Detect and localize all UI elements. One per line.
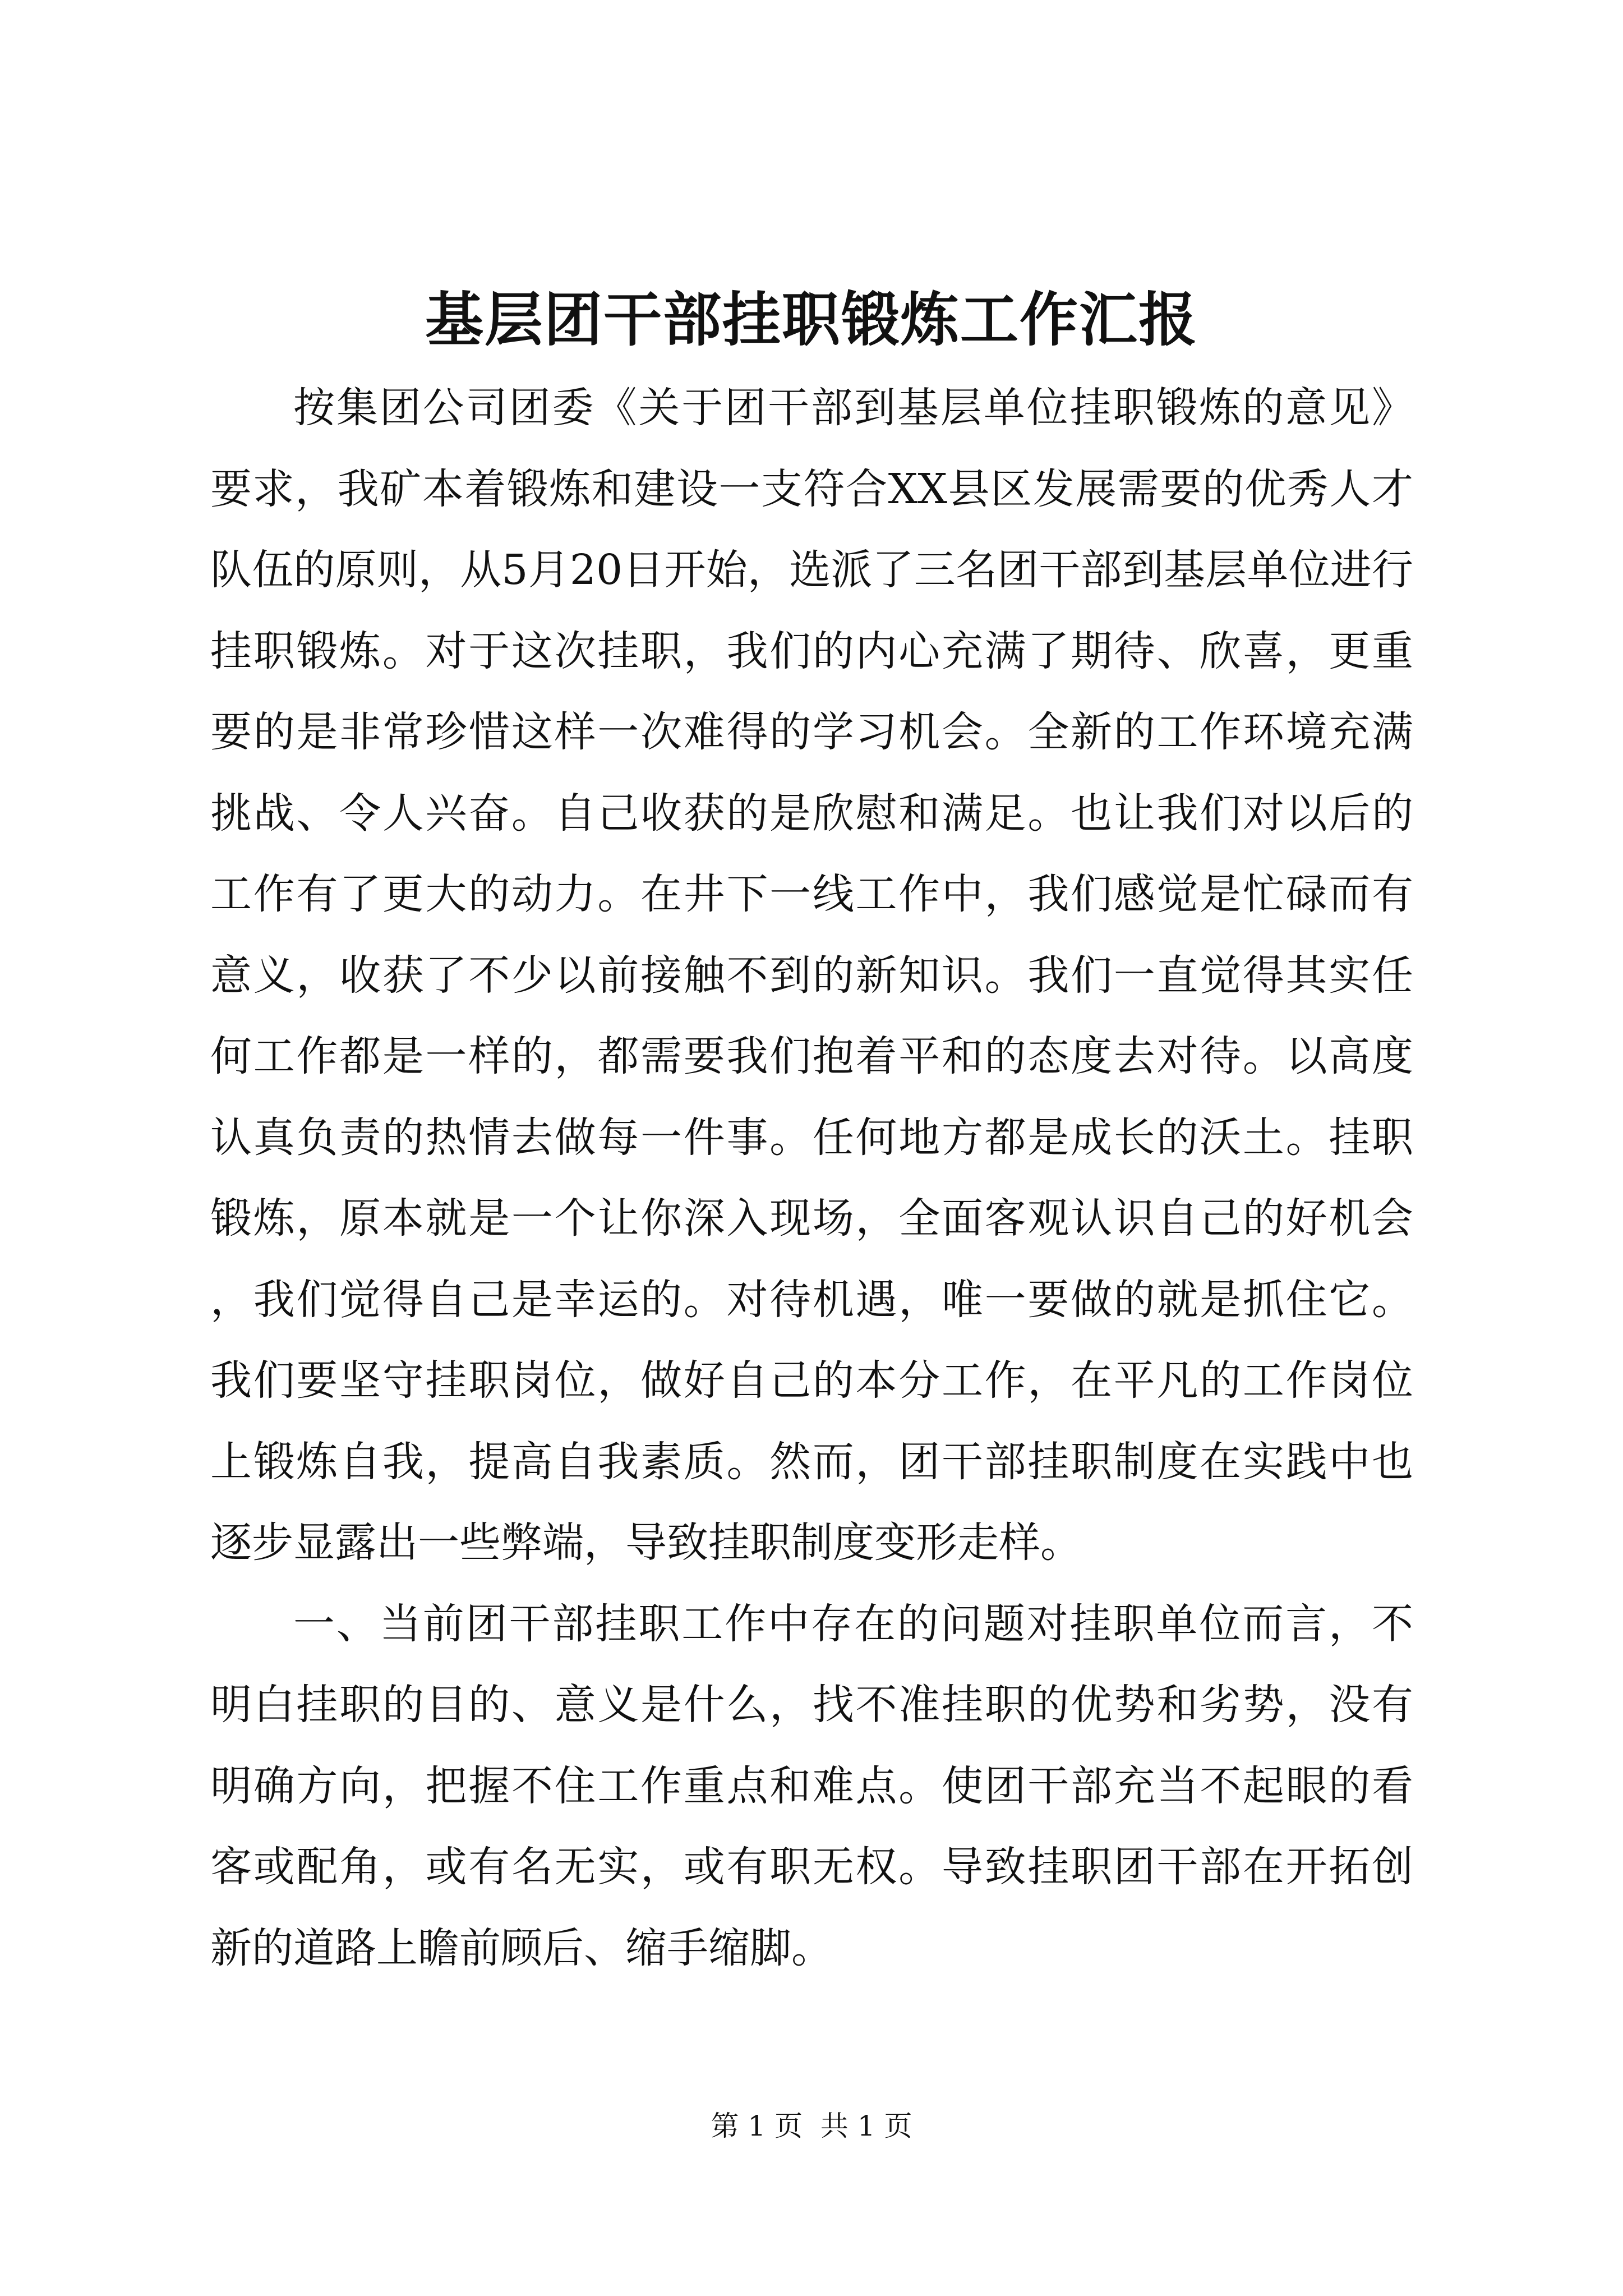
document-body xyxy=(210,367,1413,1989)
page-number-label: 第 1 页 共 1 页 xyxy=(711,2110,912,2142)
paragraph-problems: 一、当前团干部挂职工作中存在的问题对挂职单位而言，不明白挂职的目的、意义是什么，找不准挂职的优势和劣势，没有明确方向，把握不住工作重点和难点。使团干部充当不起眼的看客或配角，或有名无实，或有职无权。导致挂职团干部在开拓创新的道路上瞻前顾后、缩手缩脚。 xyxy=(210,1599,1413,1972)
paragraph-intro: 按集团公司团委《关于团干部到基层单位挂职锻炼的意见》要求，我矿本着锻炼和建设一支符合XX县区发展需要的优秀人才队伍的原则，从5月20日开始，选派了三名团干部到基层单位进行挂职锻炼。对于这次挂职，我们的内心充满了期待、欣喜，更重要的是非常珍惜这样一次难得的学习机会。全新的工作环境充满挑战、令人兴奋。自己收获的是欣慰和满足。也让我们对以后的工作有了更大的动力。在井下一线工作中，我们感觉是忙碌而有意义，收获了不少以前接触不到的新知识。我们一直觉得其实任何工作都是一样的，都需要我们抱着平和的态度去对待。以高度认真负责的热情去做每一件事。任何地方都是成长的沃土。挂职锻炼，原本就是一个让你深入现场，全面客观认识自己的好机会，我们觉得自己是幸运的。对待机遇，唯一要做的就是抓住它。我们要坚守挂职岗位，做好自己的本分工作，在平凡的工作岗位上锻炼自我，提高自我素质。然而，团干部挂职制度在实践中也逐步显露出一些弊端，导致挂职制度变形走样。 xyxy=(210,384,1413,1567)
document-title: 基层团干部挂职锻炼工作汇报 xyxy=(425,285,1198,354)
page-footer xyxy=(0,2106,1623,2146)
